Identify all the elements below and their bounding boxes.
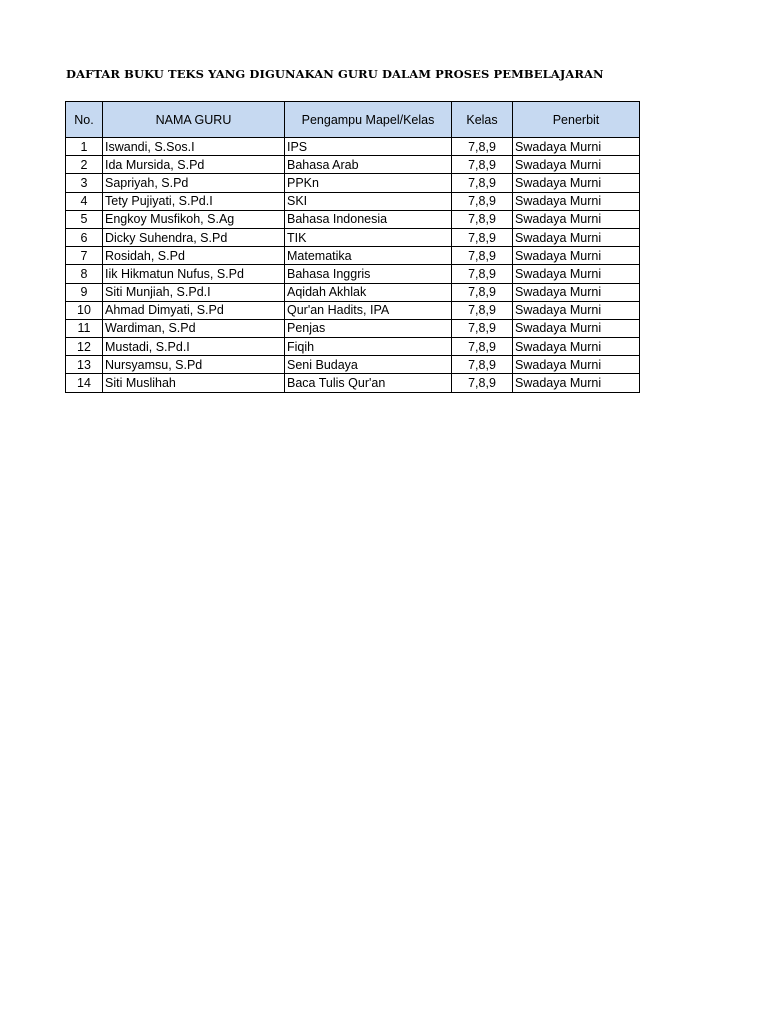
- cell-kelas: 7,8,9: [452, 156, 513, 174]
- cell-pengampu-mapel: Baca Tulis Qur'an: [285, 374, 452, 392]
- cell-penerbit: Swadaya Murni: [513, 265, 640, 283]
- cell-penerbit: Swadaya Murni: [513, 192, 640, 210]
- cell-kelas: 7,8,9: [452, 283, 513, 301]
- cell-pengampu-mapel: Aqidah Akhlak: [285, 283, 452, 301]
- cell-nama-guru: Wardiman, S.Pd: [103, 319, 285, 337]
- cell-pengampu-mapel: TIK: [285, 228, 452, 246]
- cell-nama-guru: Iswandi, S.Sos.I: [103, 138, 285, 156]
- cell-kelas: 7,8,9: [452, 338, 513, 356]
- cell-pengampu-mapel: IPS: [285, 138, 452, 156]
- cell-penerbit: Swadaya Murni: [513, 356, 640, 374]
- cell-nama-guru: Nursyamsu, S.Pd: [103, 356, 285, 374]
- table-row: [66, 374, 640, 392]
- cell-pengampu-mapel: SKI: [285, 192, 452, 210]
- cell-no: 8: [66, 265, 103, 283]
- table-row: [66, 247, 640, 265]
- cell-no: 13: [66, 356, 103, 374]
- table-row: [66, 228, 640, 246]
- table-body: [66, 138, 640, 393]
- cell-kelas: 7,8,9: [452, 374, 513, 392]
- table-row: [66, 283, 640, 301]
- cell-nama-guru: Siti Munjiah, S.Pd.I: [103, 283, 285, 301]
- cell-kelas: 7,8,9: [452, 319, 513, 337]
- header-penerbit: Penerbit: [513, 102, 640, 138]
- cell-pengampu-mapel: Bahasa Arab: [285, 156, 452, 174]
- cell-nama-guru: Sapriyah, S.Pd: [103, 174, 285, 192]
- cell-nama-guru: Rosidah, S.Pd: [103, 247, 285, 265]
- cell-nama-guru: Siti Muslihah: [103, 374, 285, 392]
- cell-no: 2: [66, 156, 103, 174]
- cell-no: 1: [66, 138, 103, 156]
- header-nama-guru: NAMA GURU: [103, 102, 285, 138]
- header-kelas: Kelas: [452, 102, 513, 138]
- cell-pengampu-mapel: Fiqih: [285, 338, 452, 356]
- cell-penerbit: Swadaya Murni: [513, 374, 640, 392]
- cell-no: 5: [66, 210, 103, 228]
- header-pengampu-mapel: Pengampu Mapel/Kelas: [285, 102, 452, 138]
- table-row: [66, 338, 640, 356]
- cell-kelas: 7,8,9: [452, 192, 513, 210]
- cell-no: 11: [66, 319, 103, 337]
- table-row: [66, 210, 640, 228]
- cell-penerbit: Swadaya Murni: [513, 338, 640, 356]
- cell-pengampu-mapel: PPKn: [285, 174, 452, 192]
- cell-penerbit: Swadaya Murni: [513, 247, 640, 265]
- cell-nama-guru: Tety Pujiyati, S.Pd.I: [103, 192, 285, 210]
- cell-nama-guru: Mustadi, S.Pd.I: [103, 338, 285, 356]
- header-no: No.: [66, 102, 103, 138]
- cell-no: 14: [66, 374, 103, 392]
- cell-pengampu-mapel: Bahasa Inggris: [285, 265, 452, 283]
- cell-penerbit: Swadaya Murni: [513, 283, 640, 301]
- table-row: [66, 192, 640, 210]
- table-row: [66, 301, 640, 319]
- cell-kelas: 7,8,9: [452, 138, 513, 156]
- table-row: [66, 156, 640, 174]
- cell-kelas: 7,8,9: [452, 174, 513, 192]
- cell-kelas: 7,8,9: [452, 265, 513, 283]
- document-title: DAFTAR BUKU TEKS YANG DIGUNAKAN GURU DALAM PROSES PEMBELAJARAN: [66, 67, 604, 81]
- cell-no: 7: [66, 247, 103, 265]
- cell-pengampu-mapel: Bahasa Indonesia: [285, 210, 452, 228]
- cell-pengampu-mapel: Penjas: [285, 319, 452, 337]
- cell-pengampu-mapel: Seni Budaya: [285, 356, 452, 374]
- cell-kelas: 7,8,9: [452, 210, 513, 228]
- cell-no: 12: [66, 338, 103, 356]
- cell-penerbit: Swadaya Murni: [513, 210, 640, 228]
- cell-nama-guru: Iik Hikmatun Nufus, S.Pd: [103, 265, 285, 283]
- table-header-row: [66, 102, 640, 138]
- cell-kelas: 7,8,9: [452, 356, 513, 374]
- cell-penerbit: Swadaya Murni: [513, 174, 640, 192]
- table-row: [66, 138, 640, 156]
- cell-penerbit: Swadaya Murni: [513, 301, 640, 319]
- table-row: [66, 265, 640, 283]
- teacher-textbook-table: [65, 101, 640, 393]
- cell-no: 6: [66, 228, 103, 246]
- table-row: [66, 356, 640, 374]
- cell-pengampu-mapel: Matematika: [285, 247, 452, 265]
- cell-penerbit: Swadaya Murni: [513, 156, 640, 174]
- cell-kelas: 7,8,9: [452, 301, 513, 319]
- cell-penerbit: Swadaya Murni: [513, 228, 640, 246]
- cell-no: 4: [66, 192, 103, 210]
- cell-kelas: 7,8,9: [452, 247, 513, 265]
- table-row: [66, 319, 640, 337]
- cell-nama-guru: Engkoy Musfikoh, S.Ag: [103, 210, 285, 228]
- cell-penerbit: Swadaya Murni: [513, 319, 640, 337]
- cell-no: 3: [66, 174, 103, 192]
- cell-kelas: 7,8,9: [452, 228, 513, 246]
- cell-no: 10: [66, 301, 103, 319]
- cell-nama-guru: Ahmad Dimyati, S.Pd: [103, 301, 285, 319]
- cell-penerbit: Swadaya Murni: [513, 138, 640, 156]
- table-row: [66, 174, 640, 192]
- cell-no: 9: [66, 283, 103, 301]
- cell-nama-guru: Dicky Suhendra, S.Pd: [103, 228, 285, 246]
- cell-nama-guru: Ida Mursida, S.Pd: [103, 156, 285, 174]
- cell-pengampu-mapel: Qur'an Hadits, IPA: [285, 301, 452, 319]
